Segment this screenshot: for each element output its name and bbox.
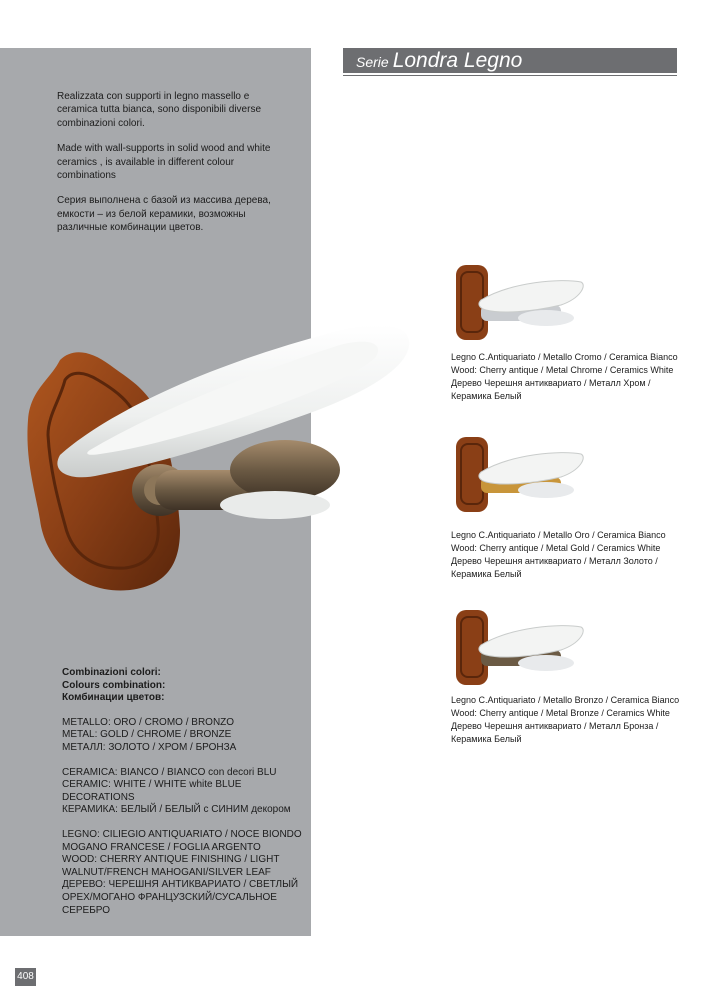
- wood-it-1: LEGNO: CILIEGIO ANTIQUARIATO / NOCE BIONDO: [62, 828, 302, 840]
- variant-bronze-ru-1: Дерево Черешня антиквариато / Металл Бронза /: [451, 721, 659, 731]
- variant-gold-caption: [451, 529, 691, 581]
- ceramic-it: CERAMICA: BIANCO / BIANCO con decori BLU: [62, 766, 277, 778]
- main-soap-dish-photo: [20, 320, 420, 610]
- combinations-heading-en: Colours combination:: [62, 679, 166, 691]
- variant-gold-it: Legno C.Antiquariato / Metallo Oro / Ceramica Bianco: [451, 530, 666, 540]
- variant-bronze-caption: [451, 694, 691, 746]
- variant-chrome-photo: [451, 260, 591, 345]
- metal-options: [62, 717, 307, 755]
- combinations-heading-ru: Комбинации цветов:: [62, 692, 165, 704]
- variant-bronze-ru-2: Керамика Белый: [451, 734, 522, 744]
- variant-chrome-caption: [451, 351, 691, 403]
- ceramic-ru: КЕРАМИКА: БЕЛЫЙ / БЕЛЫЙ с СИНИМ декором: [62, 804, 291, 816]
- series-header: [343, 48, 677, 73]
- variant-gold-ru-1: Дерево Черешня антиквариато / Металл Золото /: [451, 556, 658, 566]
- intro-text: [57, 90, 282, 247]
- colour-combinations: [62, 667, 307, 917]
- metal-en: METAL: GOLD / CHROME / BRONZE: [62, 729, 232, 741]
- variant-chrome-it: Legno C.Antiquariato / Metallo Cromo / Ceramica Bianco: [451, 352, 678, 362]
- variant-gold-ru-2: Керамика Белый: [451, 569, 522, 579]
- variant-gold-en: Wood: Cherry antique / Metal Gold / Ceramics White: [451, 543, 661, 553]
- page-number: 408: [17, 971, 34, 982]
- wood-ru-2: ОРЕХ/МОГАНО ФРАНЦУЗСКИЙ/СУСАЛЬНОЕ: [62, 891, 277, 903]
- wood-ru-3: СЕРЕБРО: [62, 904, 111, 916]
- metal-it: METALLO: ORO / CROMO / BRONZO: [62, 716, 235, 728]
- serie-label: Serie: [356, 54, 389, 70]
- page-number-badge: [15, 968, 36, 986]
- wood-en-1: WOOD: CHERRY ANTIQUE FINISHING / LIGHT: [62, 854, 280, 866]
- variant-chrome-ru-1: Дерево Черешня антиквариато / Металл Хром /: [451, 378, 651, 388]
- ceramic-options: [62, 767, 307, 817]
- wood-ru-1: ДЕРЕВО: ЧЕРЕШНЯ АНТИКВАРИАТО / СВЕТЛЫЙ: [62, 879, 299, 891]
- variant-bronze-it: Legno C.Antiquariato / Metallo Bronzo / Ceramica Bianco: [451, 695, 680, 705]
- series-title: [356, 49, 522, 73]
- metal-ru: МЕТАЛЛ: ЗОЛОТО / ХРОМ / БРОНЗА: [62, 741, 237, 753]
- variant-chrome-ru-2: Керамика Белый: [451, 391, 522, 401]
- intro-italian: Realizzata con supporti in legno massello e ceramica tutta bianca, sono disponibili diverse combinazioni colori.: [57, 91, 261, 129]
- variant-bronze-photo: [451, 605, 591, 690]
- intro-russian: Серия выполнена с базой из массива дерева, емкости – из белой керамики, возможны различные комбинации цветов.: [57, 195, 271, 234]
- collection-name: Londra Legno: [392, 49, 523, 72]
- header-underline: [343, 75, 677, 76]
- wood-it-2: MOGANO FRANCESE / FOGLIA ARGENTO: [62, 841, 261, 853]
- variant-chrome-en: Wood: Cherry antique / Metal Chrome / Ceramics White: [451, 365, 674, 375]
- wood-options: [62, 829, 307, 917]
- variant-gold-photo: [451, 432, 591, 517]
- combinations-heading-it: Combinazioni colori:: [62, 667, 161, 678]
- ceramic-en: CERAMIC: WHITE / WHITE white BLUE DECORATIONS: [62, 779, 242, 803]
- wood-en-2: WALNUT/FRENCH MAHOGANI/SILVER LEAF: [62, 866, 271, 878]
- variant-bronze-en: Wood: Cherry antique / Metal Bronze / Ceramics White: [451, 708, 670, 718]
- intro-english: Made with wall-supports in solid wood and white ceramics , is available in different colour combinations: [57, 143, 271, 182]
